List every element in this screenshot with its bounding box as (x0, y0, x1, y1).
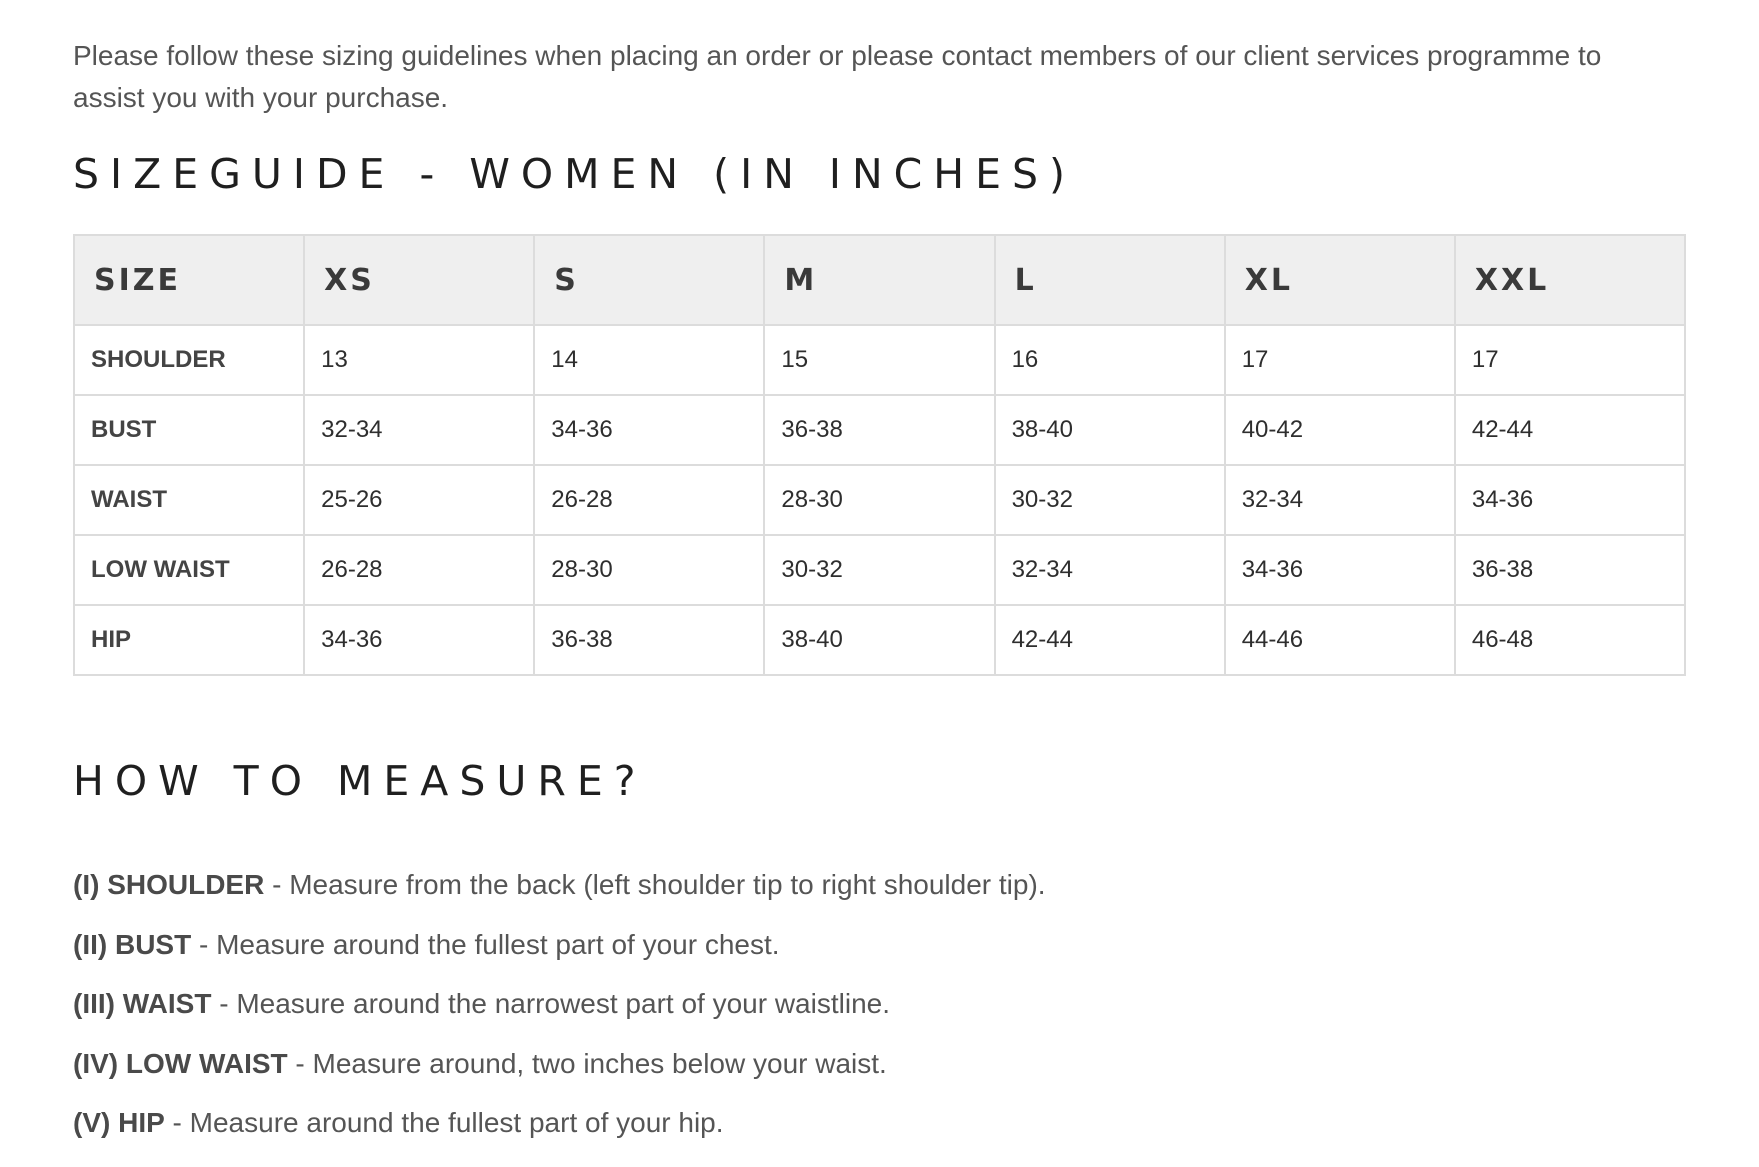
measure-term: (IV) LOW WAIST (73, 1047, 288, 1079)
table-row-waist (74, 465, 1685, 535)
table-cell: 13 (304, 325, 534, 395)
list-item (73, 974, 1673, 1034)
measure-term: (I) SHOULDER (73, 869, 265, 900)
table-row-low-waist (74, 535, 1685, 605)
size-table (73, 234, 1686, 676)
list-item (73, 1093, 1673, 1153)
table-cell: 17 (1225, 325, 1455, 395)
row-label: BUST (74, 395, 304, 465)
table-cell: 44-46 (1225, 605, 1455, 675)
header-cell-m: M (764, 235, 994, 325)
table-cell: 38-40 (764, 605, 994, 675)
table-cell: 15 (764, 325, 994, 395)
table-cell: 42-44 (995, 605, 1225, 675)
table-cell: 14 (534, 325, 764, 395)
measure-term: (III) WAIST (73, 988, 212, 1019)
table-row-hip (74, 605, 1685, 675)
list-item (73, 915, 1673, 975)
table-cell: 30-32 (995, 465, 1225, 535)
table-cell: 32-34 (304, 395, 534, 465)
table-cell: 26-28 (534, 465, 764, 535)
table-row-bust (74, 395, 1685, 465)
table-row-shoulder (74, 325, 1685, 395)
header-cell-xl: XL (1225, 235, 1455, 325)
row-label: HIP (74, 605, 304, 675)
header-cell-l: L (995, 235, 1225, 325)
table-cell: 40-42 (1225, 395, 1455, 465)
table-cell: 36-38 (534, 605, 764, 675)
header-cell-xs: XS (304, 235, 534, 325)
header-cell-size: SIZE (74, 235, 304, 325)
measure-description: - Measure from the back (left shoulder tip to right shoulder tip). (264, 869, 1046, 900)
measure-list (73, 855, 1673, 1153)
measure-term: (II) BUST (73, 928, 192, 960)
table-cell: 16 (995, 325, 1225, 395)
row-label: SHOULDER (74, 325, 304, 395)
table-cell: 36-38 (1455, 535, 1685, 605)
row-label: WAIST (74, 465, 304, 535)
list-item (73, 1034, 1673, 1094)
table-cell: 34-36 (534, 395, 764, 465)
measure-description: - Measure around the narrowest part of your waistline. (211, 988, 890, 1019)
table-cell: 28-30 (764, 465, 994, 535)
size-header-row (74, 235, 1685, 325)
header-cell-xxl: XXL (1455, 235, 1685, 325)
intro-text: Please follow these sizing guidelines when placing an order or please contact members of our client services programme to assist you with your purchase. (73, 40, 1602, 113)
row-label: LOW WAIST (74, 535, 304, 605)
table-cell: 32-34 (995, 535, 1225, 605)
table-cell: 32-34 (1225, 465, 1455, 535)
table-cell: 34-36 (1455, 465, 1685, 535)
table-cell: 30-32 (764, 535, 994, 605)
how-to-measure-title: HOW TO MEASURE? (73, 757, 647, 805)
table-cell: 25-26 (304, 465, 534, 535)
table-cell: 28-30 (534, 535, 764, 605)
table-cell: 34-36 (304, 605, 534, 675)
size-table-header (74, 235, 1685, 325)
size-table-body (74, 325, 1685, 675)
list-item (73, 855, 1673, 915)
table-cell: 42-44 (1455, 395, 1685, 465)
table-cell: 26-28 (304, 535, 534, 605)
measure-term: (V) HIP (73, 1107, 165, 1138)
table-cell: 46-48 (1455, 605, 1685, 675)
measure-description: - Measure around the fullest part of your hip. (164, 1107, 724, 1138)
size-guide-title: SIZEGUIDE - WOMEN (IN INCHES) (73, 150, 1077, 198)
measure-description: - Measure around, two inches below your waist. (287, 1047, 887, 1079)
table-cell: 36-38 (764, 395, 994, 465)
header-cell-s: S (534, 235, 764, 325)
measure-description: - Measure around the fullest part of your chest. (191, 928, 780, 960)
table-cell: 38-40 (995, 395, 1225, 465)
table-cell: 17 (1455, 325, 1685, 395)
table-cell: 34-36 (1225, 535, 1455, 605)
